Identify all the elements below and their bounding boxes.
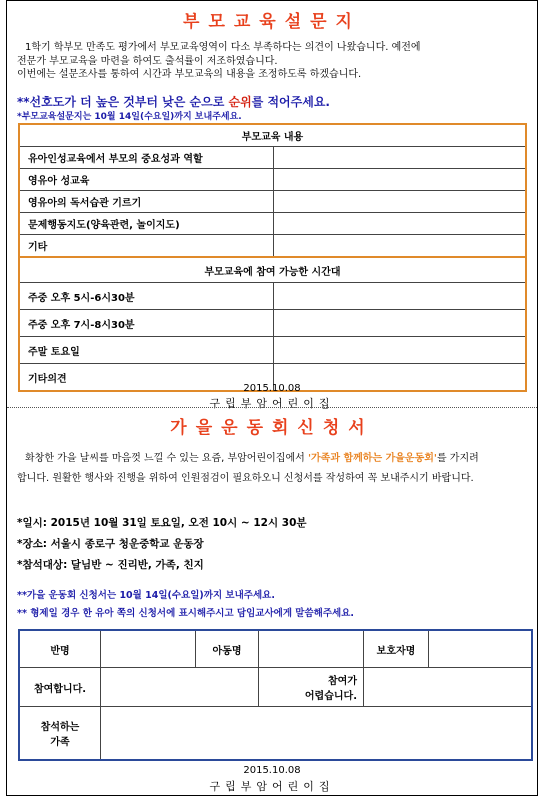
rank-input-cell[interactable]: [274, 191, 527, 213]
survey-intro: [17, 41, 527, 82]
time-item-label: 기타의견: [19, 364, 274, 392]
attend-label: 참여합니다.: [19, 668, 101, 707]
application-date: 2015.10.08: [243, 765, 301, 776]
child-label: 아동명: [196, 630, 259, 668]
attend-input-cell[interactable]: [101, 668, 259, 707]
instruction-part-a: **선호도가 더 높은 것부터 낮은 순으로: [17, 95, 229, 109]
survey-instruction: [17, 93, 330, 110]
table-row: [19, 630, 532, 668]
content-item-label: 문제행동지도(양육관련, 놀이지도): [19, 213, 274, 235]
survey-intro-line-1: 1학기 학부모 만족도 평가에서 부모교육영역이 다소 부족하다는 의견이 나왔습니다. 예전에: [25, 42, 421, 53]
child-input-cell[interactable]: [259, 630, 364, 668]
class-label: 반명: [19, 630, 101, 668]
table-row: [19, 707, 532, 761]
event-detail-location: *장소: 서울시 종로구 청운중학교 운동장: [17, 538, 204, 550]
family-label-line-1: 참석하는: [40, 722, 80, 733]
application-title: 가을운동회신청서: [170, 418, 374, 438]
event-details: [17, 513, 307, 576]
survey-intro-line-3: 이번에는 설문조사를 통하여 시간과 부모교육의 내용을 조정하도록 하겠습니다.: [17, 69, 362, 80]
survey-date: 2015.10.08: [243, 383, 301, 394]
application-intro-line-1: [17, 449, 531, 469]
rank-input-cell[interactable]: [274, 213, 527, 235]
cut-line-divider: [7, 407, 537, 408]
application-notes: [17, 587, 354, 623]
class-input-cell[interactable]: [101, 630, 196, 668]
table-row: [19, 147, 526, 169]
survey-org: 구립부암어린이집: [209, 397, 335, 410]
time-item-label: 주중 오후 7시-8시30분: [19, 310, 274, 337]
guardian-input-cell[interactable]: [429, 630, 533, 668]
family-label: [19, 707, 101, 761]
survey-deadline: *부모교육설문지는 10월 14일(수요일)까지 보내주세요.: [17, 112, 242, 122]
table-row: [19, 169, 526, 191]
section-header-content: 부모교육 내용: [19, 124, 526, 147]
family-label-line-2: 가족: [50, 737, 70, 748]
table-row: [19, 310, 526, 337]
rank-input-cell[interactable]: [274, 235, 527, 258]
rank-input-cell[interactable]: [274, 310, 527, 337]
survey-table: [18, 123, 527, 392]
time-item-label: 주중 오후 5시-6시30분: [19, 283, 274, 310]
table-row: [19, 213, 526, 235]
application-intro-line-2: 합니다. 원활한 행사와 진행을 위하여 인원점검이 필요하오니 신청서를 작성하여 꼭 보내주시기 바랍니다.: [17, 473, 474, 484]
rank-input-cell[interactable]: [274, 337, 527, 364]
intro-event-name: '가족과 함께하는 가을운동회': [307, 453, 437, 464]
not-attend-label: [259, 668, 364, 707]
table-row: [19, 235, 526, 258]
survey-title: 부모교육설문지: [183, 12, 361, 32]
not-attend-label-line-1: 참여가: [328, 676, 357, 687]
content-item-label: 영유아 성교육: [19, 169, 274, 191]
application-note-siblings: ** 형제일 경우 한 유아 쪽의 신청서에 표시해주시고 담임교사에게 말씀해주세요.: [17, 608, 354, 619]
table-row: [19, 337, 526, 364]
application-note-deadline: **가을 운동회 신청서는 10월 14일(수요일)까지 보내주세요.: [17, 590, 275, 601]
application-intro: [17, 449, 531, 489]
table-row: [19, 257, 526, 283]
rank-input-cell[interactable]: [274, 169, 527, 191]
instruction-rank-word: 순위: [228, 95, 252, 109]
rank-input-cell[interactable]: [274, 147, 527, 169]
family-input-cell[interactable]: [101, 707, 533, 761]
page: [6, 0, 538, 796]
table-row: [19, 668, 532, 707]
time-item-label: 주말 토요일: [19, 337, 274, 364]
not-attend-input-cell[interactable]: [364, 668, 533, 707]
table-row: [19, 283, 526, 310]
event-detail-datetime: *일시: 2015년 10월 31일 토요일, 오전 10시 ~ 12시 30분: [17, 517, 307, 529]
content-item-label: 영유아의 독서습관 기르기: [19, 191, 274, 213]
rank-input-cell[interactable]: [274, 283, 527, 310]
instruction-part-c: 를 적어주세요.: [251, 95, 330, 109]
section-header-time: 부모교육에 참여 가능한 시간대: [19, 257, 526, 283]
table-row: [19, 124, 526, 147]
intro-part-c: 를 가지려: [436, 453, 479, 464]
guardian-label: 보호자명: [364, 630, 429, 668]
content-item-label: 기타: [19, 235, 274, 258]
intro-part-a: 화창한 가을 날씨를 마음껏 느낄 수 있는 요즘, 부암어린이집에서: [25, 453, 308, 464]
application-org: 구립부암어린이집: [209, 780, 335, 793]
survey-intro-line-2: 전문가 부모교육을 마련을 하여도 출석률이 저조하였습니다.: [17, 55, 278, 67]
not-attend-label-line-2: 어렵습니다.: [304, 691, 357, 702]
table-row: [19, 191, 526, 213]
content-item-label: 유아인성교육에서 부모의 중요성과 역할: [19, 147, 274, 169]
event-detail-attendees: *참석대상: 달님반 ~ 진리반, 가족, 친지: [17, 559, 204, 571]
application-table: [18, 629, 533, 761]
